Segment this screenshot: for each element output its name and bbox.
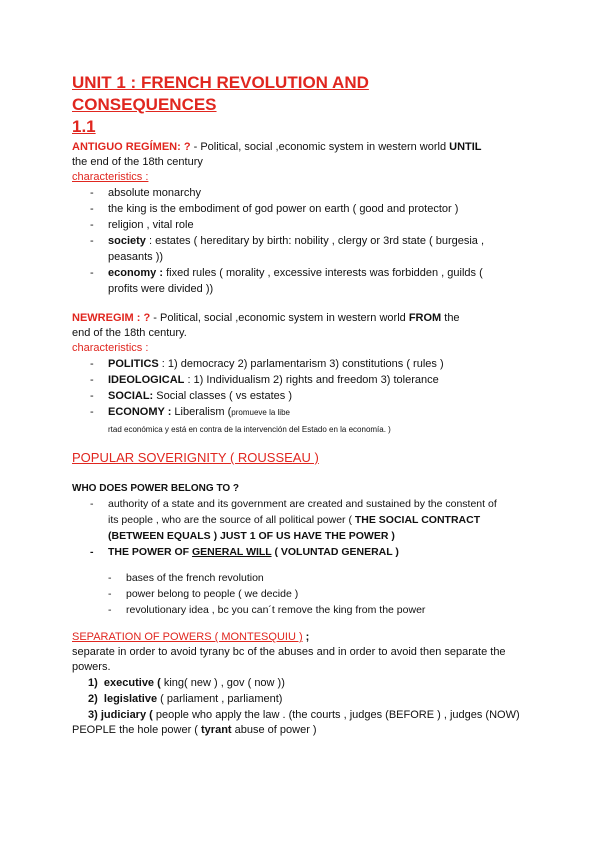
popular-heading: POPULAR SOVERIGNITY ( ROUSSEAU ) <box>72 450 319 465</box>
list-item: 3) judiciary ( people who apply the law . (the courts , judges (BEFORE ) , judges (NOW) <box>88 709 520 721</box>
list-item: - ECONOMY : Liberalism (promueve la libe rtad económica y está en contra de la intervención del Estado en la economía. ) <box>72 404 532 438</box>
separation-heading-line: SEPARATION OF POWERS ( MONTESQUIU ) ; <box>72 631 310 643</box>
list-item: - bases of the french revolution <box>72 570 532 586</box>
separation-conclusion: PEOPLE the hole power ( tyrant abuse of power ) <box>72 724 317 736</box>
list-item: 1) executive ( king( new ) , gov ( now )) <box>88 677 285 689</box>
nuevo-heading: NEWREGIM : ? <box>72 312 154 324</box>
popular-question: WHO DOES POWER BELONG TO ? <box>72 483 240 494</box>
list-item: - revolutionary idea , bc you can´t remove the king from the power <box>72 602 532 618</box>
list-item: - power belong to people ( we decide ) <box>72 586 532 602</box>
list-item: - society : estates ( hereditary by birth: nobility , clergy or 3rd state ( burgesia , peasants )) <box>72 233 532 265</box>
characteristics-label: characteristics : <box>72 342 149 354</box>
list-item: 2) legislative ( parliament , parliament) <box>88 693 283 705</box>
characteristics-label: characteristics : <box>72 171 149 183</box>
popular-list <box>72 496 532 560</box>
section-number: 1.1 <box>72 117 96 136</box>
list-item: - THE POWER OF GENERAL WILL ( VOLUNTAD GENERAL ) <box>72 544 532 560</box>
nuevo-definition: NEWREGIM : ? - Political, social ,economic system in western world FROM the <box>72 312 460 324</box>
list-item: - IDEOLOGICAL : 1) Individualism 2) rights and freedom 3) tolerance <box>72 372 532 388</box>
document-page: UNIT 1 : FRENCH REVOLUTION AND CONSEQUENCES 1.1 ANTIGUO REGÍMEN: ? - Political, social ,economic system in western world UNTIL the end of the 18th century characteristics : - absolute monarchy - the king is the embodiment of god power on earth ( good and protector ) - religion , vital role - society : estates ( hereditary by birth: nobility , clergy or 3rd state ( burgesia , peasants )) - economy : fixed rules ( morality , excessive interests was forbidden , guilds ( profits were divided )) NEWREGIM : ? - Political, social ,economic system in western world FROM the end of the 18th century. characteristics : - POLITICS : 1) democracy 2) parlamentarism 3) constitutions ( rules ) - IDEOLOGICAL : 1) Individualism 2) rights and freedom 3) tolerance - SOCIAL: Social classes ( vs estates ) - ECONOMY : Liberalism (promueve la libe rtad económica y está en contra de la intervención del Estado en la economía. ) POPULAR SOVERIGNITY ( ROUSSEAU ) WHO DOES POWER BELONG TO ? - authority of a state and its government are created and sustained by the constent of its people , who are the source of all political power ( THE SOCIAL CONTRACT (BETWEEN EQUALS ) JUST 1 OF US HAVE THE POWER ) - THE POWER OF GENERAL WILL ( VOLUNTAD GENERAL ) - bases of the french revolution - power belong to people ( we decide ) - revolutionary idea , bc you can´t remove the king from the power SEPARATION OF POWERS ( MONTESQUIU ) ; separate in order to avoid tyrany bc of the abuses and in order to avoid then separate the powers. 1) executive ( king( new ) , gov ( now )) 2) legislative ( parliament , parliament) 3) judiciary ( people who apply the law . (the courts , judges (BEFORE ) , judges (NOW) PEOPLE the hole power ( tyrant abuse of power ) <box>72 72 532 738</box>
list-item: - the king is the embodiment of god power on earth ( good and protector ) <box>72 201 532 217</box>
antiguo-heading: ANTIGUO REGÍMEN: ? <box>72 141 194 153</box>
list-item: - authority of a state and its government are created and sustained by the constent of its people , who are the source of all political power ( THE SOCIAL CONTRACT (BETWEEN EQUALS ) JUST 1 OF US HAVE THE POWER ) <box>72 496 532 544</box>
antiguo-list <box>72 185 532 297</box>
list-item: - religion , vital role <box>72 217 532 233</box>
list-item: - SOCIAL: Social classes ( vs estates ) <box>72 388 532 404</box>
title-line-2: CONSEQUENCES <box>72 95 217 114</box>
title-line-1: UNIT 1 : FRENCH REVOLUTION AND <box>72 73 369 92</box>
list-item: - absolute monarchy <box>72 185 532 201</box>
powers-list <box>72 675 532 723</box>
separation-heading: SEPARATION OF POWERS ( MONTESQUIU ) <box>72 631 303 643</box>
nuevo-list <box>72 356 532 438</box>
antiguo-definition: ANTIGUO REGÍMEN: ? - Political, social ,economic system in western world UNTIL <box>72 141 482 153</box>
list-item: - POLITICS : 1) democracy 2) parlamentarism 3) constitutions ( rules ) <box>72 356 532 372</box>
list-item: - economy : fixed rules ( morality , excessive interests was forbidden , guilds ( profits were divided )) <box>72 265 532 297</box>
popular-sublist <box>72 570 532 618</box>
